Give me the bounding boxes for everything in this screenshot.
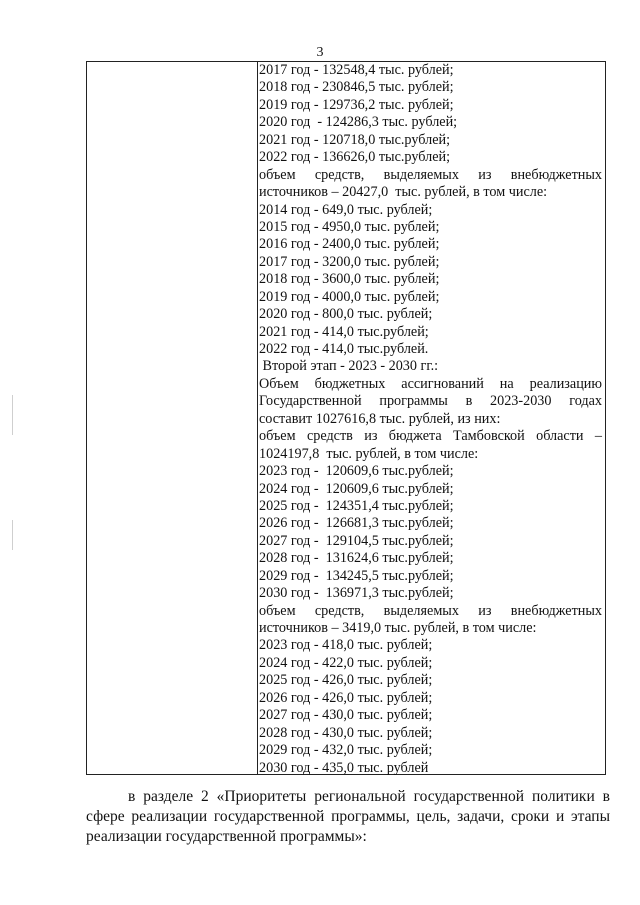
table-line: составит 1027616,8 тыс. рублей, из них: (259, 410, 501, 427)
table-line: 2022 год - 136626,0 тыс.рублей; (259, 149, 451, 166)
margin-mark (12, 520, 13, 550)
table-line: 2024 год - 120609,6 тыс.рублей; (259, 480, 454, 497)
table-line: 2029 год - 432,0 тыс. рублей; (259, 742, 433, 759)
table-line: 2026 год - 126681,3 тыс.рублей; (259, 515, 454, 532)
paragraph-rest: сфере реализации государственной программы, цель, задачи, сроки и этапы реализации государственной программы»: (86, 808, 610, 845)
table-line: 2019 год - 129736,2 тыс. рублей; (259, 96, 454, 113)
table-line: 2017 год - 132548,4 тыс. рублей; (259, 62, 454, 78)
amendment-paragraph (86, 787, 610, 847)
table-line: 2020 год - 124286,3 тыс. рублей; (259, 114, 458, 131)
table-line: 2016 год - 2400,0 тыс. рублей; (259, 236, 440, 253)
table-line: 2019 год - 4000,0 тыс. рублей; (259, 288, 440, 305)
paragraph-first-line: в разделе 2 «Приоритеты региональной государственной политики в (128, 788, 610, 805)
table-line: объем средств, выделяемых из внебюджетных (259, 166, 602, 183)
table-line: 2028 год - 430,0 тыс. рублей; (259, 724, 433, 741)
table-line: Государственной программы в 2023-2030 годах (259, 393, 602, 410)
table-line: 2021 год - 414,0 тыс.рублей; (259, 323, 429, 340)
page-number: 3 (316, 45, 324, 60)
table-line: 2024 год - 422,0 тыс. рублей; (259, 654, 433, 671)
table-line: 2027 год - 430,0 тыс. рублей; (259, 707, 433, 724)
table-line: 2029 год - 134245,5 тыс.рублей; (259, 567, 454, 584)
table-line: 1024197,8 тыс. рублей, в том числе: (259, 445, 479, 462)
table-line: 2030 год - 435,0 тыс. рублей (259, 759, 429, 776)
table-line: 2022 год - 414,0 тыс.рублей. (259, 341, 429, 357)
table-line: источников – 3419,0 тыс. рублей, в том числе: (259, 620, 537, 636)
column-divider (257, 62, 258, 774)
margin-mark (12, 395, 13, 435)
table-line: 2025 год - 124351,4 тыс.рублей; (259, 497, 454, 514)
table-line: Объем бюджетных ассигнований на реализацию (259, 375, 602, 392)
table-line: 2025 год - 426,0 тыс. рублей; (259, 672, 433, 689)
table-line: 2014 год - 649,0 тыс. рублей; (259, 201, 433, 218)
table-line: 2018 год - 230846,5 тыс. рублей; (259, 79, 454, 96)
program-table (86, 61, 606, 775)
table-line: 2023 год - 418,0 тыс. рублей; (259, 637, 433, 654)
table-line: объем средств из бюджета Тамбовской области – (259, 428, 602, 445)
table-line: 2026 год - 426,0 тыс. рублей; (259, 689, 433, 706)
table-line: источников – 20427,0 тыс. рублей, в том числе: (259, 184, 548, 201)
table-line: 2017 год - 3200,0 тыс. рублей; (259, 253, 440, 270)
funding-cell (259, 62, 602, 777)
table-line: 2028 год - 131624,6 тыс.рублей; (259, 550, 454, 567)
table-line: 2030 год - 136971,3 тыс.рублей; (259, 585, 454, 602)
table-line: 2015 год - 4950,0 тыс. рублей; (259, 218, 440, 235)
table-line: 2023 год - 120609,6 тыс.рублей; (259, 463, 454, 480)
table-line: Второй этап - 2023 - 2030 гг.: (259, 358, 439, 375)
table-line: 2027 год - 129104,5 тыс.рублей; (259, 532, 454, 549)
table-line: 2018 год - 3600,0 тыс. рублей; (259, 271, 440, 288)
table-line: 2021 год - 120718,0 тыс.рублей; (259, 131, 451, 148)
table-line: 2020 год - 800,0 тыс. рублей; (259, 306, 433, 323)
table-line: объем средств, выделяемых из внебюджетных (259, 602, 602, 619)
